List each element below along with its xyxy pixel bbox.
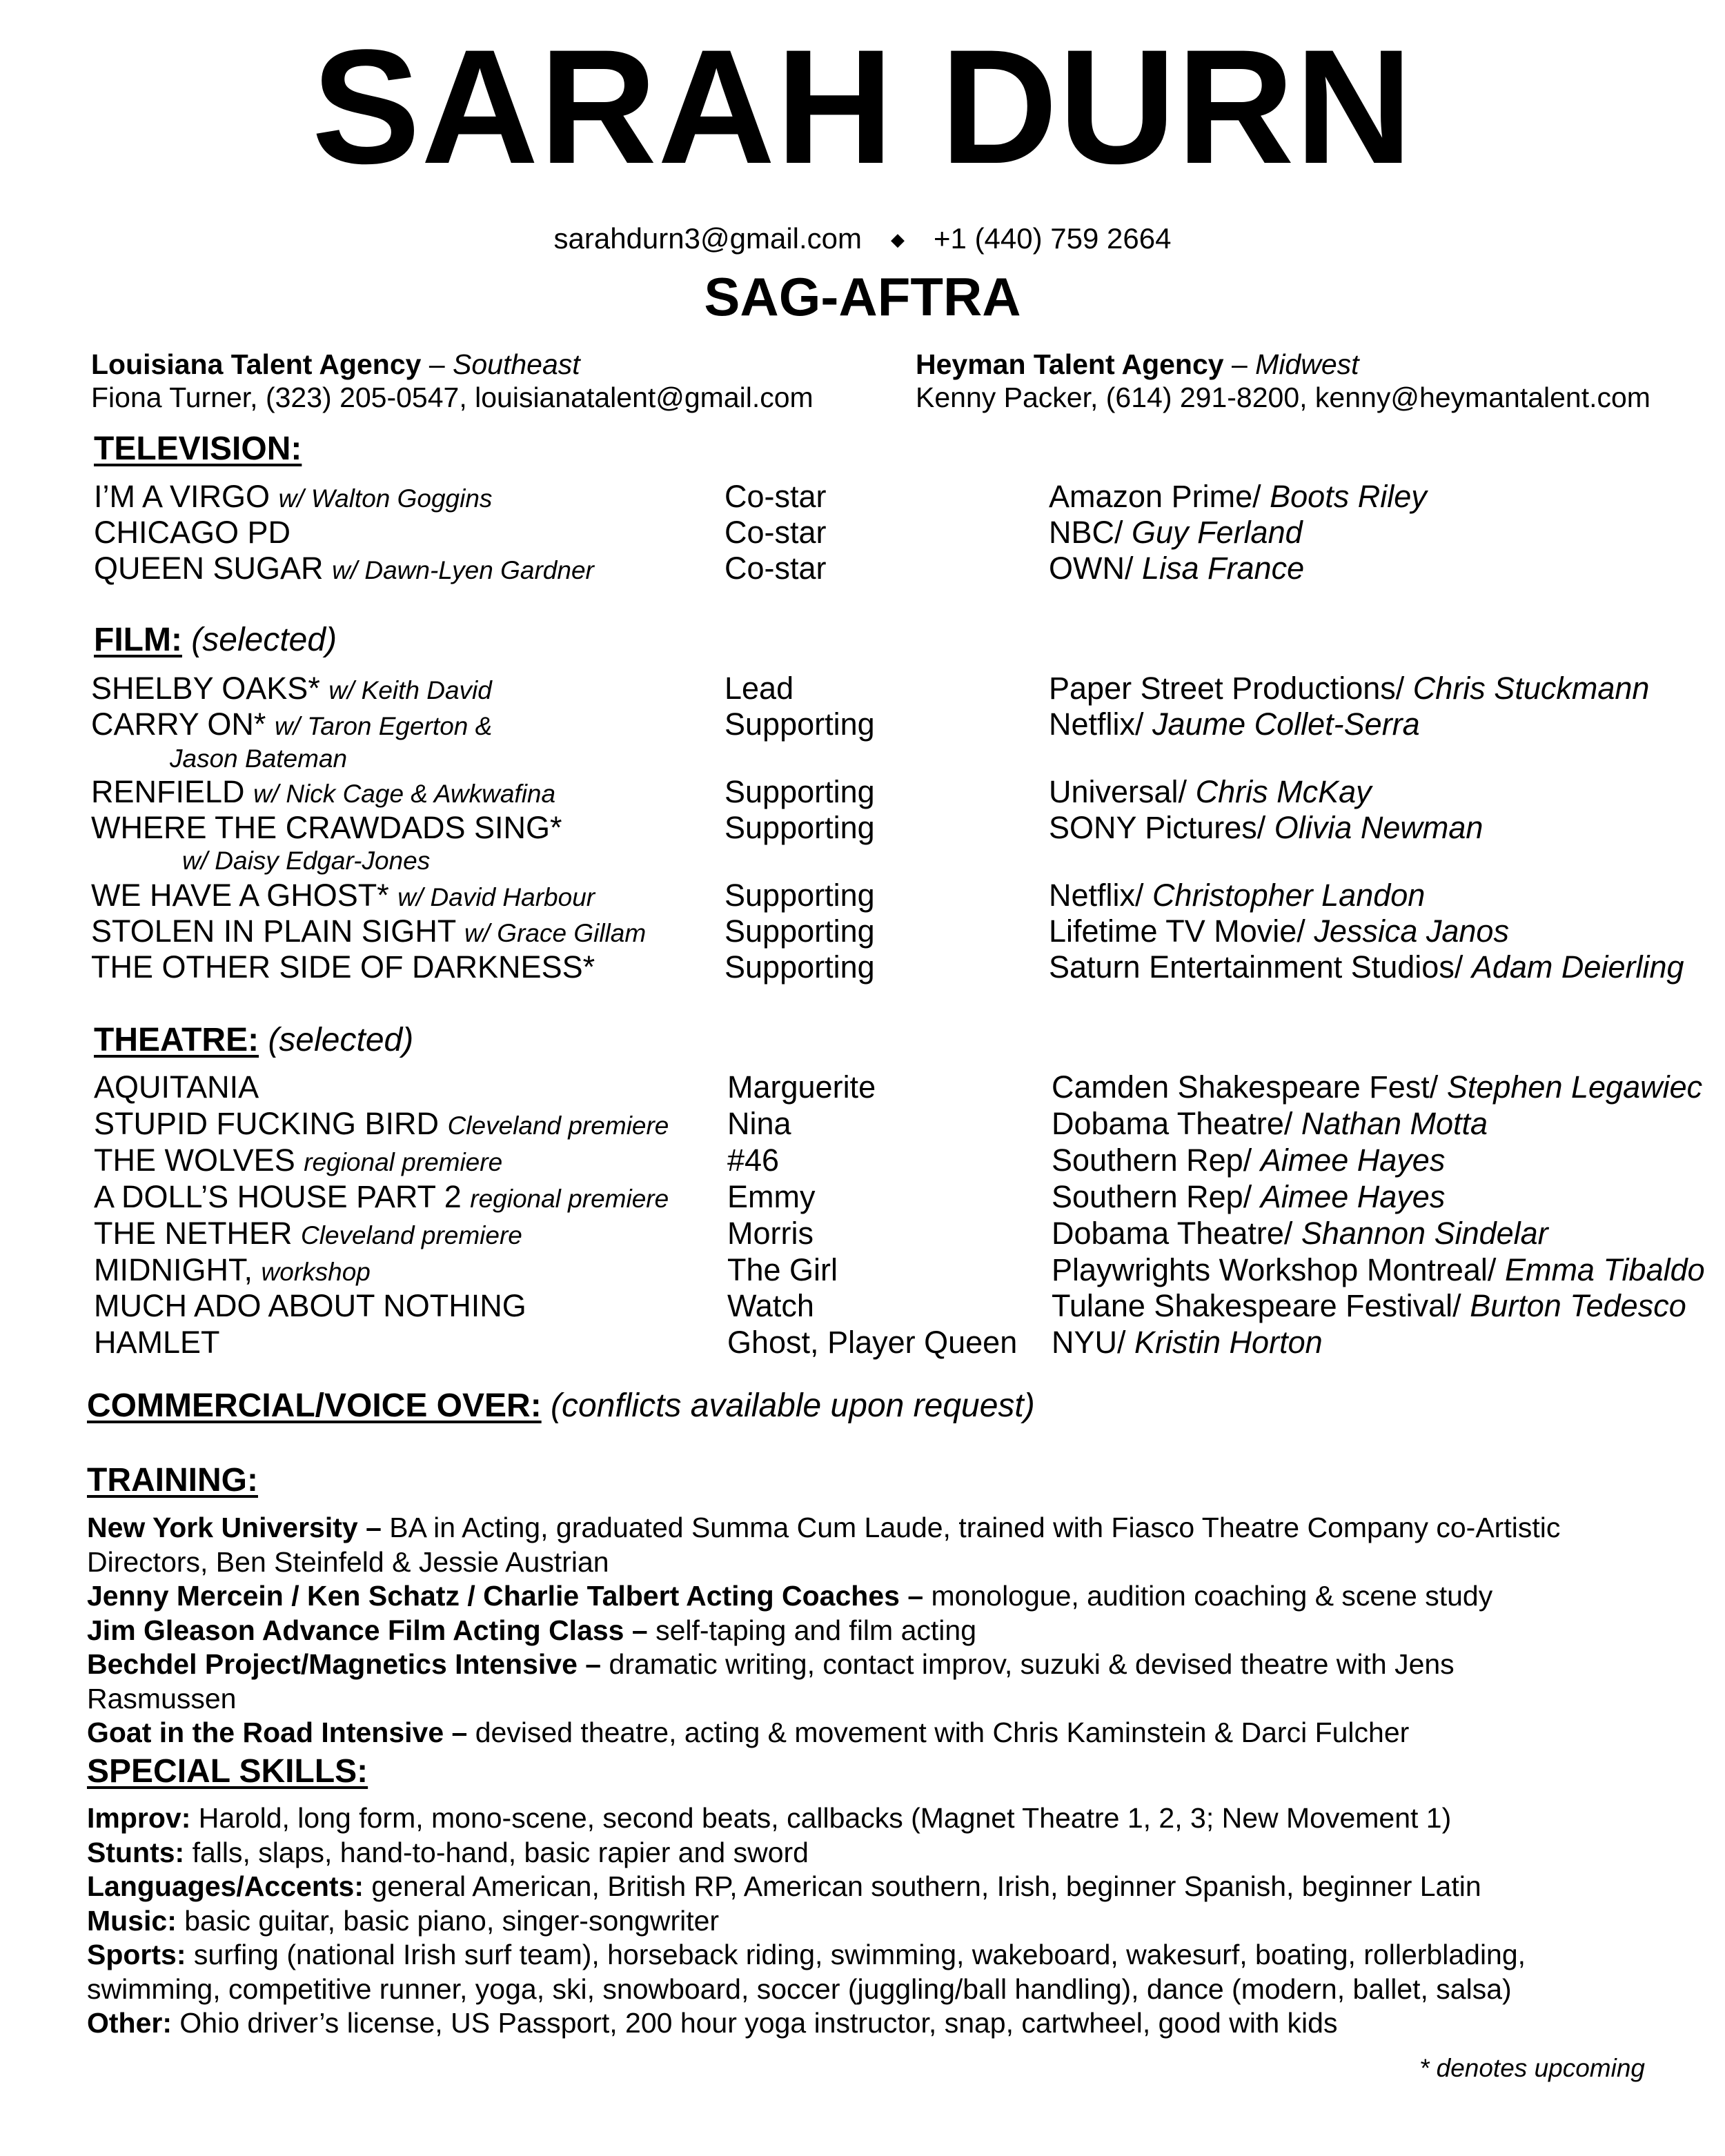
credit-company: Southern Rep/ [1052, 1143, 1252, 1178]
section-title: COMMERCIAL/VOICE OVER: [87, 1387, 542, 1424]
training-school: Jenny Mercein / Ken Schatz / Charlie Talbert Acting Coaches – [87, 1580, 924, 1612]
credit-company: Southern Rep/ [1052, 1179, 1252, 1214]
credit-title: WHERE THE CRAWDADS SING* [91, 810, 562, 845]
credit-role: Emmy [727, 1179, 816, 1214]
credit-company-cell [1052, 1106, 1488, 1142]
credit-company-cell [1052, 1143, 1445, 1178]
credit-role: Morris [727, 1216, 814, 1251]
credit-title: THE NETHER [94, 1216, 293, 1251]
union-affiliation: SAG-AFTRA [704, 266, 1021, 327]
agency-louisiana [91, 348, 814, 414]
training-item [87, 1648, 1584, 1716]
credit-role: Co-star [724, 515, 827, 550]
credit-director: Stephen Legawiec [1446, 1069, 1703, 1105]
credit-title-cell [94, 1143, 502, 1180]
credit-company-cell [1049, 551, 1304, 586]
film-heading [94, 621, 337, 660]
credit-title-cell [91, 671, 492, 709]
skills-list [87, 1801, 1653, 2041]
credit-company-cell [1049, 479, 1427, 515]
agency-name: Heyman Talent Agency [916, 348, 1224, 380]
credit-director: Adam Deierling [1471, 949, 1684, 985]
skill-item [87, 1904, 1653, 1939]
skill-label: Sports: [87, 1939, 186, 1970]
credit-title: CARRY ON* [91, 706, 266, 742]
skill-label: Improv: [87, 1802, 191, 1834]
training-detail: BA in Acting, graduated Summa Cum Laude, trained with Fiasco Theatre Company co-Artistic Directors, Ben Steinfeld & Jessie Austrian [87, 1512, 1561, 1578]
credit-costar: w/ Dawn-Lyen Gardner [332, 556, 594, 584]
skill-detail: basic guitar, basic piano, singer-songwriter [176, 1904, 720, 1937]
credit-title-cell [91, 878, 595, 916]
phone[interactable]: +1 (440) 759 2664 [934, 222, 1172, 255]
credit-title: STOLEN IN PLAIN SIGHT [91, 913, 456, 949]
section-title: THEATRE: [94, 1022, 259, 1058]
credit-company: NBC/ [1049, 515, 1123, 550]
credit-title-cell [94, 515, 290, 553]
credit-director: Olivia Newman [1274, 810, 1483, 845]
credit-director: Boots Riley [1270, 479, 1427, 514]
training-heading [87, 1461, 258, 1500]
credit-role: Supporting [724, 949, 875, 985]
credit-company: Tulane Shakespeare Festival/ [1052, 1288, 1461, 1323]
credit-title-cell [91, 774, 555, 812]
credit-title: THE OTHER SIDE OF DARKNESS* [91, 949, 595, 985]
credit-role: Watch [727, 1288, 814, 1323]
television-heading [94, 430, 302, 468]
skill-detail: falls, slaps, hand-to-hand, basic rapier and sword [184, 1836, 809, 1868]
credit-role: Supporting [724, 913, 875, 949]
section-title: TELEVISION: [94, 431, 302, 467]
credit-director: Nathan Motta [1301, 1106, 1488, 1141]
credit-costar: w/ Taron Egerton & [274, 712, 493, 740]
training-school: Goat in the Road Intensive – [87, 1717, 468, 1748]
credit-note: Cleveland premiere [447, 1111, 669, 1140]
agency-name: Louisiana Talent Agency [91, 348, 422, 380]
credit-role: Supporting [724, 774, 875, 809]
training-detail: self-taping and film acting [647, 1614, 976, 1646]
credit-director: Burton Tedesco [1470, 1288, 1686, 1323]
credit-note: regional premiere [470, 1185, 669, 1213]
credit-note: workshop [261, 1258, 371, 1286]
credit-role: Supporting [724, 706, 875, 742]
credit-title-cell [91, 706, 492, 744]
credit-company-cell [1052, 1252, 1705, 1288]
agency-dash: – [1223, 348, 1256, 380]
agency-contact: Kenny Packer, (614) 291-8200, kenny@heymantalent.com [916, 382, 1650, 413]
credit-title: MIDNIGHT, [94, 1252, 253, 1287]
agency-region: Midwest [1255, 348, 1359, 380]
skill-detail: Ohio driver’s license, US Passport, 200 hour yoga instructor, snap, cartwheel, good with kids [172, 2007, 1338, 2039]
credit-director: Kristin Horton [1134, 1325, 1323, 1360]
credit-title: I’M A VIRGO [94, 479, 270, 514]
credit-company-cell [1052, 1288, 1686, 1324]
skill-label: Music: [87, 1904, 177, 1937]
credit-company-cell [1049, 515, 1303, 551]
theatre-heading [94, 1021, 413, 1060]
credit-company: Universal/ [1049, 774, 1187, 809]
credit-company: Lifetime TV Movie/ [1049, 913, 1305, 949]
contact-line [0, 218, 1725, 260]
credit-director: Chris Stuckmann [1412, 671, 1650, 706]
credit-title-cell [94, 1106, 669, 1144]
credit-title: RENFIELD [91, 774, 245, 809]
credit-director: Shannon Sindelar [1301, 1216, 1548, 1251]
skill-detail: general American, British RP, American southern, Irish, beginner Spanish, beginner Latin [364, 1870, 1481, 1902]
credit-role: Marguerite [727, 1069, 876, 1105]
credit-note: Cleveland premiere [301, 1221, 522, 1249]
skill-item [87, 2006, 1653, 2041]
skill-item [87, 1870, 1653, 1904]
credit-title-cell [91, 913, 646, 951]
credit-company-cell [1049, 913, 1509, 949]
credit-company-cell [1049, 671, 1649, 706]
credit-title: MUCH ADO ABOUT NOTHING [94, 1288, 526, 1323]
credit-director: Jaume Collet-Serra [1152, 706, 1420, 742]
credit-role: Supporting [724, 810, 875, 845]
credit-costar: w/ Walton Goggins [278, 484, 493, 513]
agency-contact: Fiona Turner, (323) 205-0547, louisianatalent@gmail.com [91, 382, 814, 413]
credit-company: Dobama Theatre/ [1052, 1106, 1293, 1141]
training-school: Jim Gleason Advance Film Acting Class – [87, 1614, 648, 1646]
credit-director: Lisa France [1142, 551, 1305, 586]
credit-company-cell [1049, 706, 1420, 742]
credit-company: NYU/ [1052, 1325, 1126, 1360]
skill-label: Languages/Accents: [87, 1870, 364, 1902]
training-detail: devised theatre, acting & movement with Chris Kaminstein & Darci Fulcher [467, 1717, 1410, 1748]
credit-costar: w/ Grace Gillam [464, 919, 647, 947]
skill-label: Stunts: [87, 1836, 185, 1868]
credit-company: Netflix/ [1049, 878, 1144, 913]
credit-role: Lead [724, 671, 794, 706]
agency-dash: – [421, 348, 453, 380]
credit-title: AQUITANIA [94, 1069, 259, 1105]
agency-region: Southeast [453, 348, 580, 380]
training-school: New York University – [87, 1512, 382, 1543]
credit-role: Supporting [724, 878, 875, 913]
credit-role: Co-star [724, 479, 827, 514]
section-title: SPECIAL SKILLS: [87, 1753, 368, 1790]
skill-detail: surfing (national Irish surf team), horseback riding, swimming, wakeboard, wakesurf, boating, rollerblading, swimming, competitive runner, yoga, ski, snowboard, soccer (juggling/ball handling), dance (modern, ballet, salsa) [87, 1939, 1526, 2005]
credit-costar: w/ David Harbour [397, 883, 595, 911]
credit-company-cell [1052, 1325, 1323, 1361]
training-school: Bechdel Project/Magnetics Intensive – [87, 1648, 602, 1680]
credit-title-cell [91, 949, 595, 987]
credit-role: #46 [727, 1143, 780, 1178]
credit-director: Christopher Landon [1152, 878, 1426, 913]
credit-title-cell [94, 1179, 669, 1217]
credit-company: Paper Street Productions/ [1049, 671, 1405, 706]
credit-role: Ghost, Player Queen [727, 1325, 1018, 1360]
agency-heyman [916, 348, 1650, 414]
credit-company: SONY Pictures/ [1049, 810, 1266, 845]
skill-item [87, 1836, 1653, 1870]
credit-title-cell [94, 479, 492, 517]
credit-title-cell [94, 1252, 371, 1290]
credit-company: Amazon Prime/ [1049, 479, 1261, 514]
credit-company: Camden Shakespeare Fest/ [1052, 1069, 1439, 1105]
credit-title-cell [94, 1216, 522, 1254]
credit-role: The Girl [727, 1252, 838, 1287]
commercial-heading [87, 1387, 1035, 1425]
actor-name: SARAH DURN [311, 16, 1414, 198]
credit-company: Netflix/ [1049, 706, 1144, 742]
credit-title: THE WOLVES [94, 1143, 295, 1178]
credit-title: QUEEN SUGAR [94, 551, 324, 586]
credit-title: CHICAGO PD [94, 515, 291, 550]
credit-title-cell [94, 1069, 259, 1107]
credit-company: Saturn Entertainment Studios/ [1049, 949, 1463, 985]
training-item [87, 1716, 1584, 1750]
credit-title-cell [94, 1325, 220, 1363]
credit-costar: w/ Keith David [328, 676, 492, 704]
credit-note: regional premiere [304, 1148, 503, 1176]
skill-label: Other: [87, 2007, 172, 2039]
credit-company: Dobama Theatre/ [1052, 1216, 1293, 1251]
credit-title: WE HAVE A GHOST* [91, 878, 389, 913]
credit-title-cell [91, 810, 562, 848]
credit-role: Nina [727, 1106, 791, 1141]
training-item [87, 1511, 1584, 1579]
credit-title: HAMLET [94, 1325, 220, 1360]
section-note: (conflicts available upon request) [551, 1387, 1035, 1424]
credit-title: STUPID FUCKING BIRD [94, 1106, 440, 1141]
credit-title-cell [94, 1288, 526, 1326]
credit-director: Aimee Hayes [1260, 1179, 1446, 1214]
costar-continuation: w/ Daisy Edgar-Jones [182, 847, 431, 875]
credit-company-cell [1052, 1179, 1445, 1215]
training-list [87, 1511, 1584, 1750]
credit-company-cell [1049, 774, 1372, 810]
credit-title: SHELBY OAKS* [91, 671, 320, 706]
diamond-separator-icon: ◆ [891, 229, 905, 250]
credit-company-cell [1052, 1069, 1702, 1105]
credit-director: Guy Ferland [1132, 515, 1303, 550]
skill-detail: Harold, long form, mono-scene, second beats, callbacks (Magnet Theatre 1, 2, 3; New Movement 1) [190, 1802, 1452, 1834]
credit-company-cell [1049, 878, 1425, 913]
training-detail: monologue, audition coaching & scene study [923, 1580, 1493, 1612]
credit-director: Aimee Hayes [1260, 1143, 1446, 1178]
credit-costar: w/ Nick Cage & Awkwafina [253, 780, 556, 808]
credit-company-cell [1049, 949, 1684, 985]
credit-director: Emma Tibaldo [1504, 1252, 1705, 1287]
credit-title-cell [94, 551, 594, 589]
section-note: (selected) [268, 1022, 414, 1058]
section-note: (selected) [191, 622, 337, 658]
training-item [87, 1579, 1584, 1614]
credit-title: A DOLL’S HOUSE PART 2 [94, 1179, 462, 1214]
section-title: TRAINING: [87, 1462, 258, 1499]
training-detail: dramatic writing, contact improv, suzuki & devised theatre with Jens Rasmussen [87, 1648, 1455, 1714]
credit-director: Jessica Janos [1314, 913, 1509, 949]
email[interactable]: sarahdurn3@gmail.com [553, 222, 862, 255]
credit-company: Playwrights Workshop Montreal/ [1052, 1252, 1497, 1287]
section-title: FILM: [94, 622, 182, 658]
skills-heading [87, 1752, 368, 1791]
credit-company-cell [1052, 1216, 1548, 1252]
skill-item [87, 1801, 1653, 1836]
training-item [87, 1614, 1584, 1648]
skill-item [87, 1938, 1626, 2006]
credit-role: Co-star [724, 551, 827, 586]
credit-company-cell [1049, 810, 1483, 846]
upcoming-footnote: * denotes upcoming [1419, 2054, 1645, 2082]
credit-company: OWN/ [1049, 551, 1134, 586]
costar-continuation: Jason Bateman [170, 744, 348, 773]
credit-director: Chris McKay [1195, 774, 1372, 809]
